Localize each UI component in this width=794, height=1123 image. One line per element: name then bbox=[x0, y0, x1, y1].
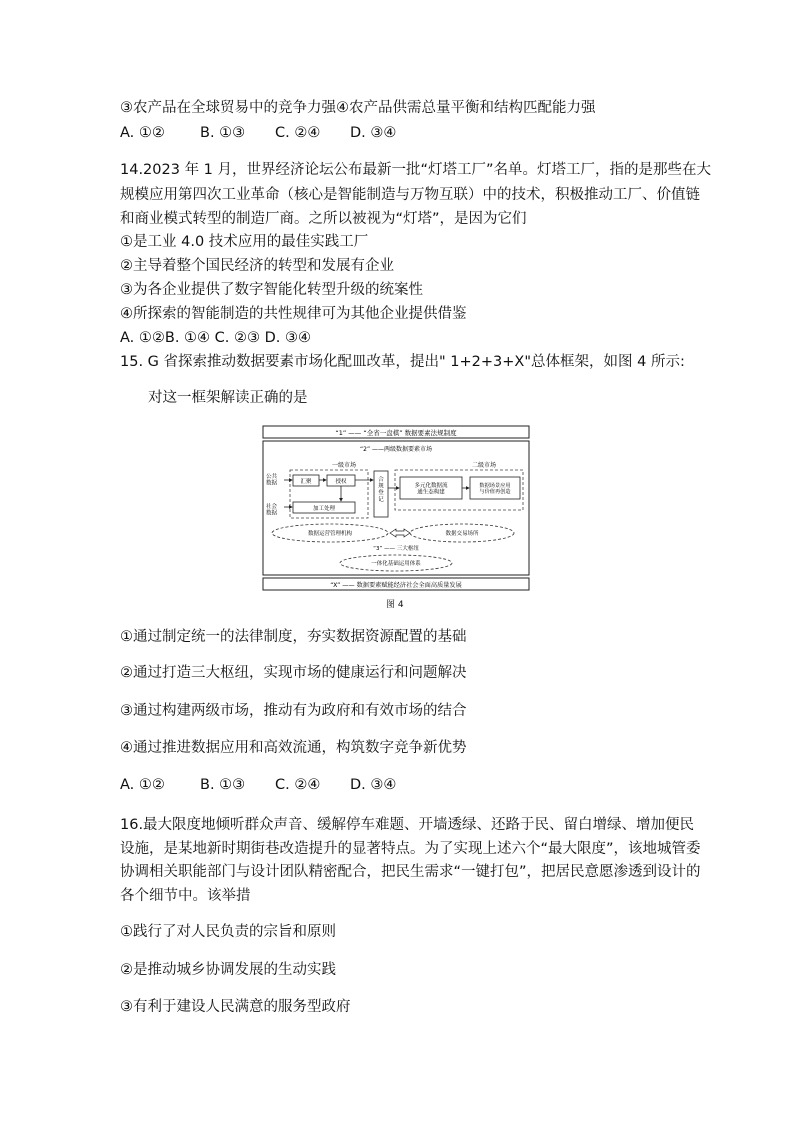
q14-item-2: ②主导着整个国民经济的转型和发展有企业 bbox=[120, 258, 394, 274]
q16-item-3: ③有利于建设人民满意的服务型政府 bbox=[120, 999, 351, 1015]
q14-options: A. ①②B. ①④ C. ②③ D. ③④ bbox=[120, 330, 311, 346]
social-data-label: 社会数据 bbox=[266, 504, 278, 517]
q14-item-3: ③为各企业提供了数字智能化转型升级的统案性 bbox=[120, 282, 423, 298]
framework-diagram bbox=[262, 425, 530, 603]
operation-org-label: 数据运营管理机构 bbox=[307, 531, 353, 537]
q14-stem-line-2: 规模应用第四次工业革命（核心是智能制造与万物互联）中的技术，积极推动工厂、价值链 bbox=[120, 187, 700, 203]
process-label: 加工处理 bbox=[312, 506, 336, 512]
secondary-market-label: 二级市场 bbox=[471, 462, 497, 469]
collect-label: 汇聚 bbox=[300, 479, 312, 485]
q16-stem-line-1: 16.最大限度地倾听群众声音、缓解停车难题、开墙透绿、还路于民、留白增绿、增加便民 bbox=[120, 817, 695, 833]
q13-option-a: A. ①② bbox=[120, 125, 165, 141]
application-label: 数据场景应用与价值再创造 bbox=[479, 483, 511, 496]
q15-item-4: ④通过推进数据应用和高效流通，构筑数字竞争新优势 bbox=[120, 740, 467, 756]
primary-market-label: 一级市场 bbox=[331, 462, 357, 469]
q16-item-2: ②是推动城乡协调发展的生动实践 bbox=[120, 962, 336, 978]
q15-item-1: ①通过制定统一的法律制度，夯实数据资源配置的基础 bbox=[120, 629, 467, 645]
q16-stem-line-4: 各个细节中。该举措 bbox=[120, 888, 251, 904]
q15-lead: 对这一框架解读正确的是 bbox=[148, 390, 308, 406]
bottom-bar-label: “X” —— 数据要素赋能经济社会全面高质量发展 bbox=[330, 582, 462, 589]
q16-item-1: ①践行了对人民负责的宗旨和原则 bbox=[120, 924, 336, 940]
q15-item-2: ②通过打造三大枢纽，实现市场的健康运行和问题解决 bbox=[120, 665, 467, 681]
q13-option-b: B. ①③ bbox=[200, 125, 246, 141]
q13-option-c: C. ②④ bbox=[275, 125, 321, 141]
exchange-label: 数据交易场所 bbox=[445, 531, 479, 537]
q14-stem-line-1: 14.2023 年 1 月，世界经济论坛公布最新一批“灯塔工厂”名单。灯塔工厂，指的是那些在大 bbox=[120, 162, 712, 178]
q15-option-d: D. ③④ bbox=[350, 777, 397, 793]
q15-option-a: A. ①② bbox=[120, 777, 165, 793]
figure-caption: 图 4 bbox=[386, 600, 404, 610]
three-hubs-label: “3” —— 三大枢纽 bbox=[373, 546, 419, 552]
q14-item-4: ④所探索的智能制造的共性规律可为其他企业提供借鉴 bbox=[120, 306, 467, 322]
q13-option-d: D. ③④ bbox=[350, 125, 397, 141]
q16-stem-line-3: 协调相关职能部门与设计团队精密配合，把民生需求“一键打包”，把居民意愿渗透到设计的 bbox=[120, 864, 701, 880]
infrastructure-label: 一体化基础运用体系 bbox=[371, 561, 421, 567]
q13-items-3-4: ③农产品在全球贸易中的竞争力强④农产品供需总量平衡和结构匹配能力强 bbox=[120, 100, 596, 116]
q15-option-b: B. ①③ bbox=[200, 777, 246, 793]
circulation-label: 多元化数据流通生态构建 bbox=[414, 483, 448, 496]
compliance-label: 合规登记 bbox=[378, 477, 384, 503]
q16-stem-line-2: 设施，是某地新时期街巷改造提升的显著特点。为了实现上述六个“最大限度”，该地城管委 bbox=[120, 841, 701, 857]
top-bar-label: “1” —— “全省一盘棋” 数据要素法规制度 bbox=[335, 429, 457, 437]
q15-item-3: ③通过构建两级市场，推动有为政府和有效市场的结合 bbox=[120, 703, 467, 719]
two-markets-label: “2” ——两级数据要素市场 bbox=[360, 446, 432, 453]
q15-stem: 15. G 省探索推动数据要素市场化配皿改革，提出" 1+2+3+X"总体框架，如图 4 所示: bbox=[120, 354, 685, 370]
q15-option-c: C. ②④ bbox=[275, 777, 321, 793]
q14-stem-line-3: 和商业模式转型的制造厂商。之所以被视为“灯塔”，是因为它们 bbox=[120, 211, 527, 227]
public-data-label: 公共数据 bbox=[266, 474, 278, 487]
authorize-label: 授权 bbox=[335, 479, 347, 485]
q14-item-1: ①是工业 4.0 技术应用的最佳实践工厂 bbox=[120, 234, 369, 250]
q13-options bbox=[120, 123, 396, 143]
q15-options bbox=[120, 775, 396, 795]
